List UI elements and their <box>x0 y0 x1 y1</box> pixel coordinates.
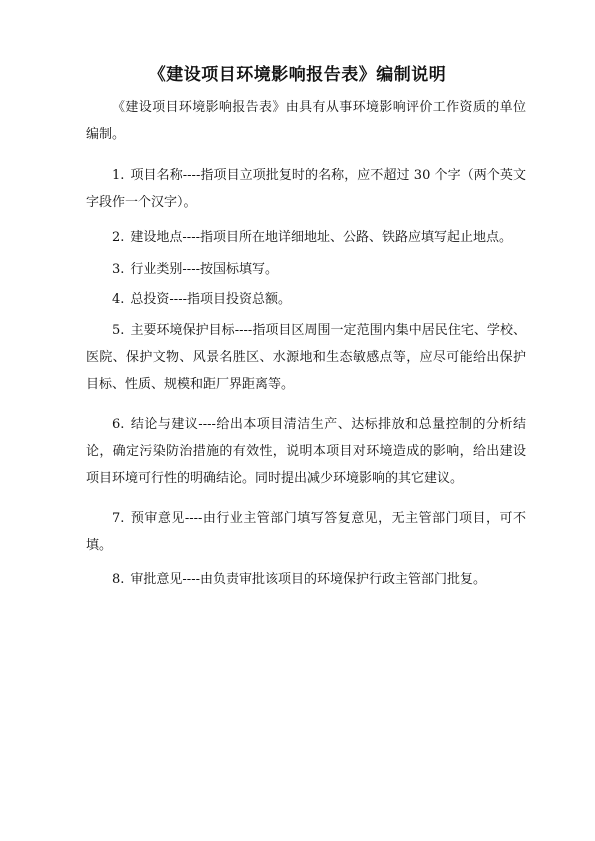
item-number: 6. <box>112 417 125 432</box>
instruction-item-5 <box>86 317 526 398</box>
item-text: 主要环境保护目标----指项目区周围一定范围内集中居民住宅、学校、医院、保护文物、风景名胜区、水源地和生态敏感点等，应尽可能给出保护目标、性质、规模和距厂界距离等。 <box>86 323 526 392</box>
item-text: 行业类别----按国标填写。 <box>130 262 278 277</box>
instruction-item-6 <box>86 411 526 492</box>
item-number: 4. <box>112 292 125 307</box>
instruction-item-4 <box>86 286 526 313</box>
item-text: 审批意见----由负责审批该项目的环境保护行政主管部门批复。 <box>130 572 486 587</box>
item-number: 8. <box>112 572 125 587</box>
instruction-item-3 <box>86 256 526 283</box>
document-title: 《建设项目环境影响报告表》编制说明 <box>148 65 447 85</box>
item-text: 建设地点----指项目所在地详细地址、公路、铁路应填写起止地点。 <box>130 230 512 245</box>
instruction-item-1 <box>86 162 526 216</box>
instruction-item-8 <box>86 566 526 593</box>
item-text: 项目名称----指项目立项批复时的名称，应不超过 30 个字（两个英文字段作一个汉字）。 <box>86 168 526 210</box>
item-number: 2. <box>112 230 125 245</box>
intro-paragraph: 《建设项目环境影响报告表》由具有从事环境影响评价工作资质的单位编制。 <box>86 100 526 142</box>
item-number: 3. <box>112 262 125 277</box>
item-text: 预审意见----由行业主管部门填写答复意见，无主管部门项目，可不填。 <box>86 511 526 553</box>
instruction-item-2 <box>86 224 526 251</box>
item-text: 结论与建议----给出本项目清洁生产、达标排放和总量控制的分析结论，确定污染防治措施的有效性，说明本项目对环境造成的影响，给出建设项目环境可行性的明确结论。同时提出减少环境影响的其它建议。 <box>86 417 526 486</box>
instruction-item-7 <box>86 505 526 559</box>
item-number: 1. <box>112 168 125 183</box>
item-number: 5. <box>112 323 125 338</box>
item-text: 总投资----指项目投资总额。 <box>130 292 291 307</box>
item-number: 7. <box>112 511 125 526</box>
